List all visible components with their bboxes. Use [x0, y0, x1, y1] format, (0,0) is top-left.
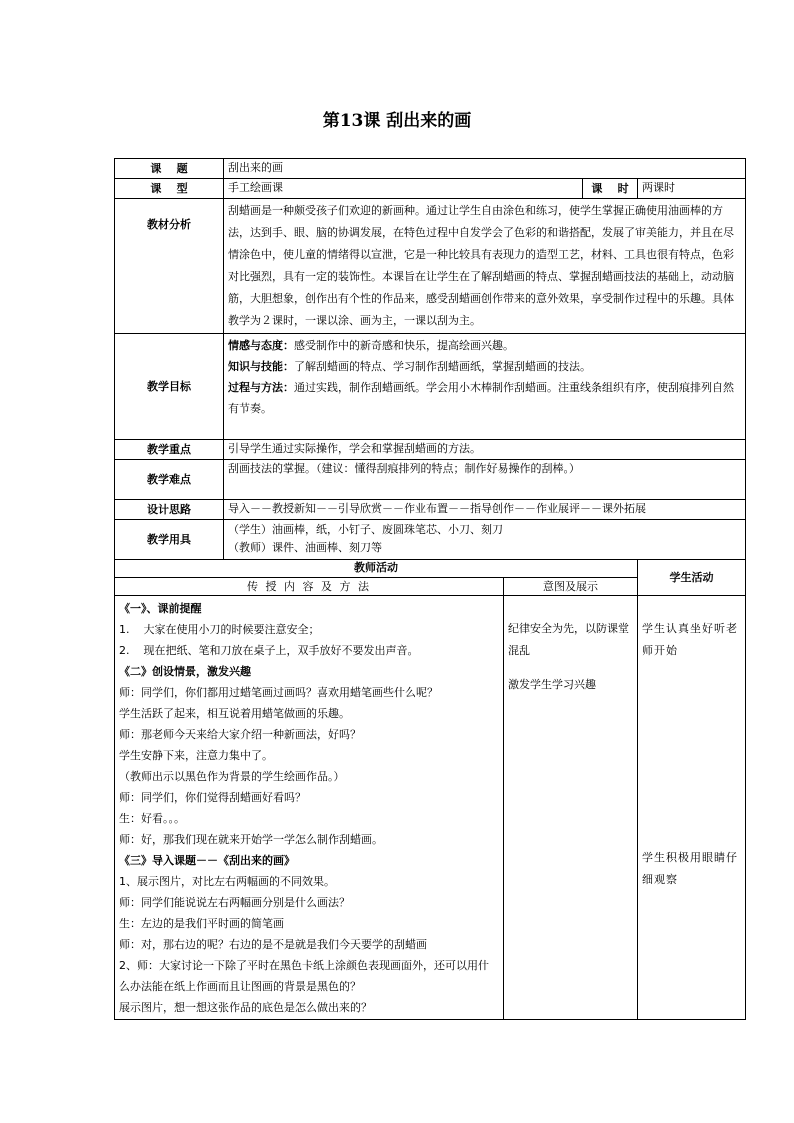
tools-label: 教学用具 [115, 520, 224, 560]
intent-header: 意图及展示 [504, 578, 638, 596]
lesson-plan-table [114, 158, 746, 1020]
tools-cell [224, 520, 746, 560]
method-cell [115, 596, 504, 1020]
activity-line: 1. 大家在使用小刀的时候要注意安全； [119, 623, 320, 636]
goal-knowledge-text: 了解刮蜡画的特点、学习制作刮蜡画纸，掌握刮蜡画的技法。 [294, 360, 591, 373]
intent-cell [504, 596, 638, 1020]
activity-line: 学生安静下来，注意力集中了。 [119, 749, 273, 762]
activity-line: 2、师：大家讨论一下除了平时在黑色卡纸上涂颜色表现画面外，还可以用什么办法能在纸上作画而且让图画的背景是黑色的？ [119, 959, 489, 993]
activity-line: 展示图片，想一想这张作品的底色是怎么做出来的？ [119, 1001, 372, 1014]
teacher-activity-header: 教师活动 [115, 560, 638, 578]
activity-line: 2. 现在把纸、笔和刀放在桌子上，双手放好不要发出声音。 [119, 644, 419, 657]
goal-process-text: 通过实践，制作刮蜡画纸。学会用小木棒制作刮蜡画。注重线条组织有序，使刮痕排列自然有节奏。 [228, 381, 734, 415]
goal-process-head: 过程与方法： [228, 381, 294, 394]
difficulty-label: 教学难点 [115, 460, 224, 500]
activity-line: 《三》导入课题－－《刮出来的画》 [119, 854, 295, 867]
activity-line: （教师出示以黑色作为背景的学生绘画作品。） [119, 770, 345, 783]
goal-process [228, 377, 741, 419]
goal-knowledge-head: 知识与技能： [228, 360, 294, 373]
intent-interest: 激发学生学习兴趣 [508, 678, 596, 691]
goal-emotion-head: 情感与态度： [228, 339, 294, 352]
topic-label: 课 题 [115, 159, 224, 179]
activity-line: 师：同学们，你们觉得刮蜡画好看吗？ [119, 791, 306, 804]
activity-line: 师：好，那我们现在就来开始学一学怎么制作刮蜡画。 [119, 833, 383, 846]
goal-emotion-text: 感受制作中的新奇感和快乐，提高绘画兴趣。 [294, 339, 514, 352]
activity-line: 师：同学们能说说左右两幅画分别是什么画法？ [119, 896, 350, 909]
activity-line: 师：对，那右边的呢？右边的是不是就是我们今天要学的刮蜡画 [119, 938, 427, 951]
design-label: 设计思路 [115, 500, 224, 520]
student-observe: 学生积极用眼睛仔细观察 [642, 851, 738, 886]
activity-line: 学生活跃了起来，相互说着用蜡笔做画的乐趣。 [119, 707, 350, 720]
activity-line: 《一》、课前提醒 [119, 602, 202, 615]
topic-value: 刮出来的画 [224, 159, 746, 179]
hours-label: 课 时 [583, 179, 638, 199]
hours-value: 两课时 [638, 179, 746, 199]
key-text: 引导学生通过实际操作，学会和掌握刮蜡画的方法。 [224, 440, 746, 460]
activity-line: 《二》创设情景，激发兴趣 [119, 665, 251, 678]
difficulty-text: 刮画技法的掌握。（建议：懂得刮痕排列的特点；制作好易操作的刮棒。） [224, 460, 746, 500]
activity-line: 师：那老师今天来给大家介绍一种新画法，好吗？ [119, 728, 361, 741]
tools-students: （学生）油画棒，纸，小钉子、废圆珠笔芯、小刀、刻刀 [228, 523, 503, 536]
tools-teacher: （教师）课件、油画棒、刻刀等 [228, 541, 382, 554]
student-cell [638, 596, 746, 1020]
goals-cell [224, 334, 746, 440]
activity-line: 1、展示图片，对比左右两幅画的不同效果。 [119, 875, 335, 888]
analysis-text: 刮蜡画是一种颇受孩子们欢迎的新画种。通过让学生自由涂色和练习，使学生掌握正确使用油画棒的方法，达到手、眼、脑的协调发展，在特色过程中自发学会了色彩的和谐搭配，发展了审美能力，并且在尽情涂色中，使儿童的情绪得以宣泄，它是一种比较具有表现力的造型工艺，材料、工具也很有特点，色彩对比强烈，具有一定的装饰性。本课旨在让学生在了解刮蜡画的特点、掌握刮蜡画技法的基础上，动动脑筋，大胆想象，创作出有个性的作品来，感受刮蜡画创作带来的意外效果，享受制作过程中的乐趣。具体教学为２课时，一课以涂、画为主，一课以刮为主。 [224, 199, 746, 334]
design-text: 导入－－教授新知－－引导欣赏－－作业布置－－指导创作－－作业展评－－课外拓展 [224, 500, 746, 520]
student-activity-header: 学生活动 [638, 560, 746, 596]
type-value: 手工绘画课 [224, 179, 583, 199]
page-title: 第13课 刮出来的画 [322, 111, 472, 131]
activity-line: 师：同学们，你们都用过蜡笔画过画吗？喜欢用蜡笔画些什么呢？ [119, 686, 438, 699]
student-listen: 学生认真坐好听老师开始 [642, 622, 738, 657]
type-label: 课 型 [115, 179, 224, 199]
method-header: 传 授 内 容 及 方 法 [115, 578, 504, 596]
key-label: 教学重点 [115, 440, 224, 460]
analysis-label: 教材分析 [115, 199, 224, 334]
goal-knowledge [228, 356, 741, 377]
goal-emotion [228, 335, 741, 356]
goals-label: 教学目标 [115, 334, 224, 440]
intent-discipline: 纪律安全为先，以防课堂混乱 [508, 622, 629, 657]
activity-line: 生：左边的是我们平时画的简笔画 [119, 917, 284, 930]
activity-line: 生：好看。。。 [119, 812, 185, 825]
